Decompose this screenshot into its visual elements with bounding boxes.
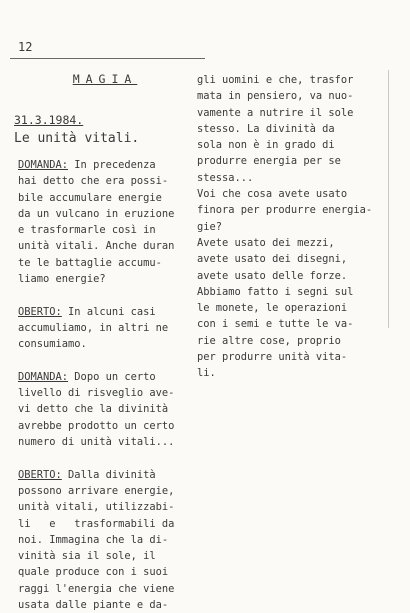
left-column	[18, 157, 174, 613]
text-line: Abbiamo fatto i segni sul	[197, 285, 354, 298]
speaker-label: DOMANDA:	[18, 370, 69, 383]
line-text: da un vulcano in eruzione	[18, 207, 175, 220]
text-line	[18, 353, 174, 369]
text-line: li.	[197, 367, 216, 380]
speaker-label: OBERTO:	[18, 468, 62, 481]
text-line	[18, 271, 174, 287]
line-text: avrebbe prodotto un certo	[18, 419, 175, 432]
text-line: mata in pensiero, va nuo-	[197, 90, 354, 103]
text-line: avete usato delle forze.	[197, 269, 348, 282]
line-text: noi. Immagina che la di-	[18, 533, 169, 546]
text-line	[18, 320, 174, 336]
section-heading: Le unità vitali.	[14, 131, 140, 146]
text-line: avete usato dei disegni,	[197, 253, 348, 266]
text-line	[18, 385, 174, 401]
line-text: bile accumulare energie	[18, 191, 162, 204]
line-text: hai detto che era possi-	[18, 175, 169, 188]
right-column	[197, 72, 372, 382]
text-line: le monete, le operazioni	[197, 302, 348, 315]
line-text: Dopo un certo	[68, 370, 156, 383]
text-line	[18, 418, 174, 434]
line-text: vinità sia il sole, il	[18, 550, 156, 563]
page-number: 12	[18, 40, 33, 54]
text-line: vamente a nutrire il sole	[197, 106, 354, 119]
text-line	[18, 173, 174, 189]
text-line	[18, 532, 174, 548]
line-text: In precedenza	[68, 159, 156, 171]
line-text: Dalla divinità	[61, 468, 156, 481]
text-line	[18, 222, 174, 238]
text-line	[18, 499, 174, 515]
text-line: gli uomini e che, trasfor	[197, 74, 354, 86]
line-text: unità vitali. Anche duran	[18, 240, 175, 253]
text-line: sola non è in grado di	[197, 139, 335, 152]
text-line: stesso. La divinità da	[197, 122, 335, 135]
line-text: unità vitali, utilizzabi-	[18, 501, 175, 514]
text-line: con i semi e tutte le va-	[197, 318, 354, 331]
speaker-label: DOMANDA:	[18, 159, 69, 171]
text-line	[18, 369, 174, 385]
text-line	[18, 238, 174, 254]
text-line	[18, 255, 174, 271]
text-line	[18, 467, 174, 483]
text-line	[18, 548, 174, 564]
line-text: te le battaglie accumu-	[18, 256, 162, 269]
text-line: Voi che cosa avete usato	[197, 188, 348, 201]
text-line	[18, 304, 174, 320]
text-line: gie?	[197, 220, 223, 233]
text-line	[18, 450, 174, 466]
text-line	[18, 516, 174, 532]
line-text: e trasformarle così in	[18, 224, 156, 237]
text-line: finora per produrre energia-	[197, 204, 373, 217]
line-text: numero di unità vitali...	[18, 436, 175, 449]
page-title: MAGIA	[72, 72, 138, 86]
line-text: quale produce con i suoi	[18, 566, 169, 579]
text-line	[18, 206, 174, 222]
text-line: per produrre unità vita-	[197, 351, 348, 364]
line-text: livello di risveglio ave-	[18, 387, 175, 400]
text-line	[18, 483, 174, 499]
text-line: rie altre cose, proprio	[197, 334, 341, 347]
text-line	[18, 190, 174, 206]
text-line	[18, 401, 174, 417]
line-text: liamo energie?	[18, 273, 106, 286]
text-line: produrre energia per se	[197, 155, 341, 168]
line-text: li e trasformabili da	[18, 517, 175, 530]
line-text: consumiamo.	[18, 338, 87, 351]
speaker-label: OBERTO:	[18, 305, 62, 318]
text-line	[18, 564, 174, 580]
line-text: possono arrivare energie,	[18, 484, 175, 497]
text-line	[18, 157, 174, 173]
session-date: 31.3.1984.	[14, 113, 84, 127]
line-text: In alcuni casi	[61, 305, 156, 318]
text-line	[18, 336, 174, 352]
text-line	[18, 581, 174, 597]
line-text: usata dalle piante e da-	[18, 599, 169, 612]
line-text: vi detto che la divinità	[18, 403, 169, 416]
line-text: accumuliamo, in altri ne	[18, 321, 169, 334]
text-line	[18, 287, 174, 303]
right-margin-rule	[388, 70, 389, 328]
text-line	[18, 597, 174, 613]
text-line: stessa...	[197, 171, 254, 184]
line-text: raggi l'energia che viene	[18, 582, 175, 595]
top-rule	[10, 58, 205, 59]
text-line: Avete usato dei mezzi,	[197, 236, 335, 249]
text-line	[18, 434, 174, 450]
